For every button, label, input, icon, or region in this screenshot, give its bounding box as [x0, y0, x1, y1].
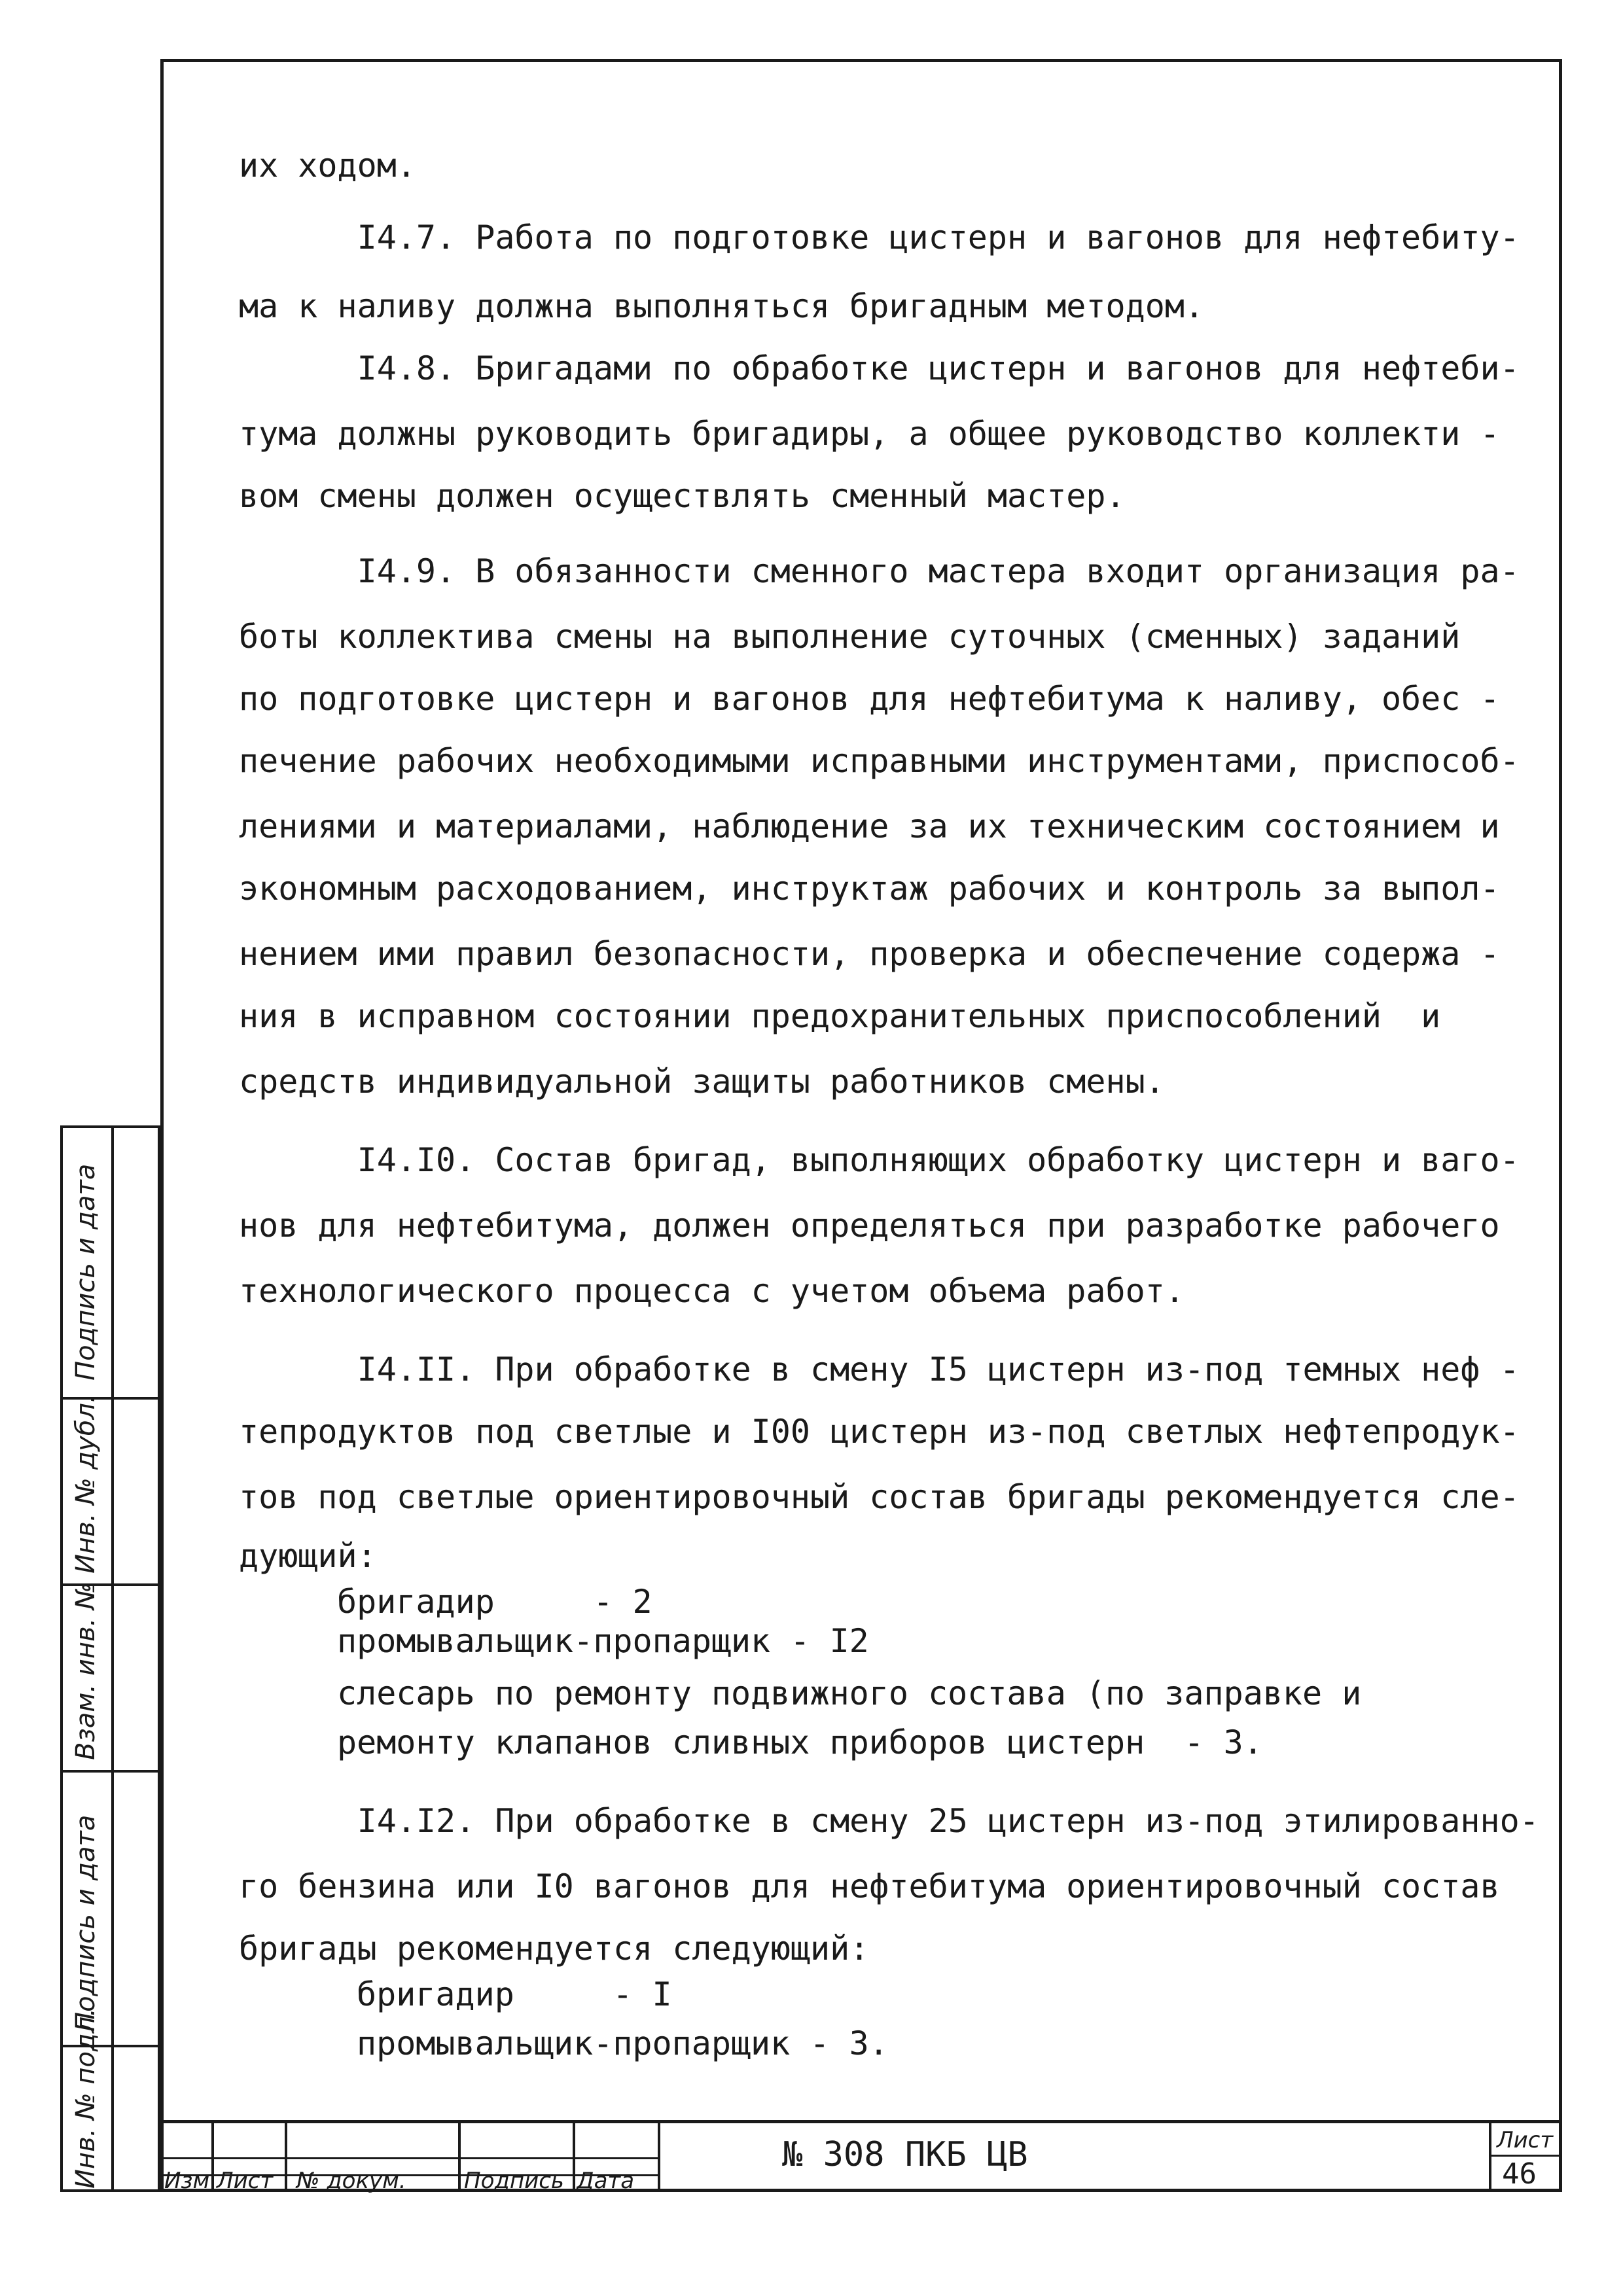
- stamp-label-doc: № докум.: [296, 2168, 406, 2194]
- side-row-line: [60, 1770, 160, 1773]
- text-line: тума должны руководить бригадиры, а общее руководство коллекти -: [239, 415, 1500, 453]
- text-line: их ходом.: [239, 147, 416, 185]
- stamp-col-line: [1489, 2123, 1491, 2192]
- list-line: слесарь по ремонту подвижного состава (по заправке и: [337, 1674, 1362, 1712]
- stamp-label-sign: Подпись: [464, 2168, 564, 2194]
- text-line: го бензина или I0 вагонов для нефтебитума ориентировочный состав: [239, 1867, 1500, 1905]
- text-line: по подготовке цистерн и вагонов для нефтебитума к наливу, обес -: [239, 680, 1500, 718]
- stamp-label-date: Дата: [577, 2168, 635, 2194]
- text-line: бригады рекомендуется следующий:: [239, 1930, 870, 1968]
- side-label-sign-date-bottom: Подпись и дата: [71, 1814, 101, 2032]
- text-line: тепродуктов под светлые и I00 цистерн из-под светлых нефтепродук-: [239, 1413, 1520, 1451]
- text-line: средств индивидуальной защиты работников смены.: [239, 1063, 1165, 1101]
- list-line: ремонту клапанов сливных приборов цистерн - 3.: [337, 1723, 1263, 1761]
- text-line: боты коллектива смены на выполнение суточных (сменных) заданий: [239, 618, 1461, 656]
- text-line: ма к наливу должна выполняться бригадным методом.: [239, 287, 1205, 325]
- sheet-divider: [1489, 2155, 1562, 2157]
- text-line: технологического процесса с учетом объема работ.: [239, 1272, 1185, 1310]
- side-label-inv-dup: Инв. № дубл.: [71, 1394, 101, 1574]
- list-line: бригадир - I: [357, 1975, 672, 2013]
- text-line: ния в исправном состоянии предохранительных приспособлений и: [239, 997, 1441, 1035]
- side-label-inv-orig: Инв. № подл.: [71, 2008, 101, 2189]
- side-label-replace-inv: Взам. инв. №: [71, 1582, 101, 1760]
- text-line: лениями и материалами, наблюдение за их техническим состоянием и: [239, 807, 1500, 845]
- stamp-col-line: [658, 2123, 660, 2192]
- text-line: нением ими правил безопасности, проверка и обеспечение содержа -: [239, 935, 1500, 973]
- text-line: тов под светлые ориентировочный состав бригады рекомендуется сле-: [239, 1478, 1520, 1516]
- stamp-label-list: Лист: [217, 2168, 274, 2194]
- text-line: нов для нефтебитума, должен определяться при разработке рабочего: [239, 1207, 1500, 1245]
- text-line: I4.II. При обработке в смену I5 цистерн из-под темных неф -: [239, 1351, 1520, 1388]
- stamp-row-line: [160, 2157, 658, 2159]
- list-line: промывальщик-пропарщик - 3.: [357, 2024, 889, 2062]
- side-label-sign-date-top: Подпись и дата: [71, 1163, 101, 1381]
- text-line: дующий:: [239, 1537, 377, 1575]
- text-line: I4.9. В обязанности сменного мастера входит организация ра-: [239, 552, 1520, 590]
- text-line: I4.8. Бригадами по обработке цистерн и вагонов для нефтеби-: [239, 349, 1520, 387]
- title-block: [160, 2120, 1562, 2192]
- text-line: I4.I2. При обработке в смену 25 цистерн из-под этилированно-: [239, 1802, 1539, 1840]
- document-number: № 308 ПКБ ЦВ: [782, 2135, 1028, 2174]
- list-line: бригадир - 2: [337, 1583, 652, 1621]
- stamp-label-izm: Изм: [164, 2168, 210, 2194]
- list-line: промывальщик-пропарщик - I2: [337, 1622, 869, 1660]
- text-line: печение рабочих необходимыми исправными инструментами, приспособ-: [239, 742, 1520, 780]
- text-line: I4.I0. Состав бригад, выполняющих обработку цистерн и ваго-: [239, 1141, 1520, 1179]
- text-line: вом смены должен осуществлять сменный мастер.: [239, 477, 1126, 515]
- text-line: I4.7. Работа по подготовке цистерн и вагонов для нефтебиту-: [239, 219, 1520, 256]
- text-line: экономным расходованием, инструктаж рабочих и контроль за выпол-: [239, 870, 1500, 908]
- sheet-number: 46: [1502, 2157, 1537, 2191]
- sheet-label: Лист: [1497, 2127, 1554, 2153]
